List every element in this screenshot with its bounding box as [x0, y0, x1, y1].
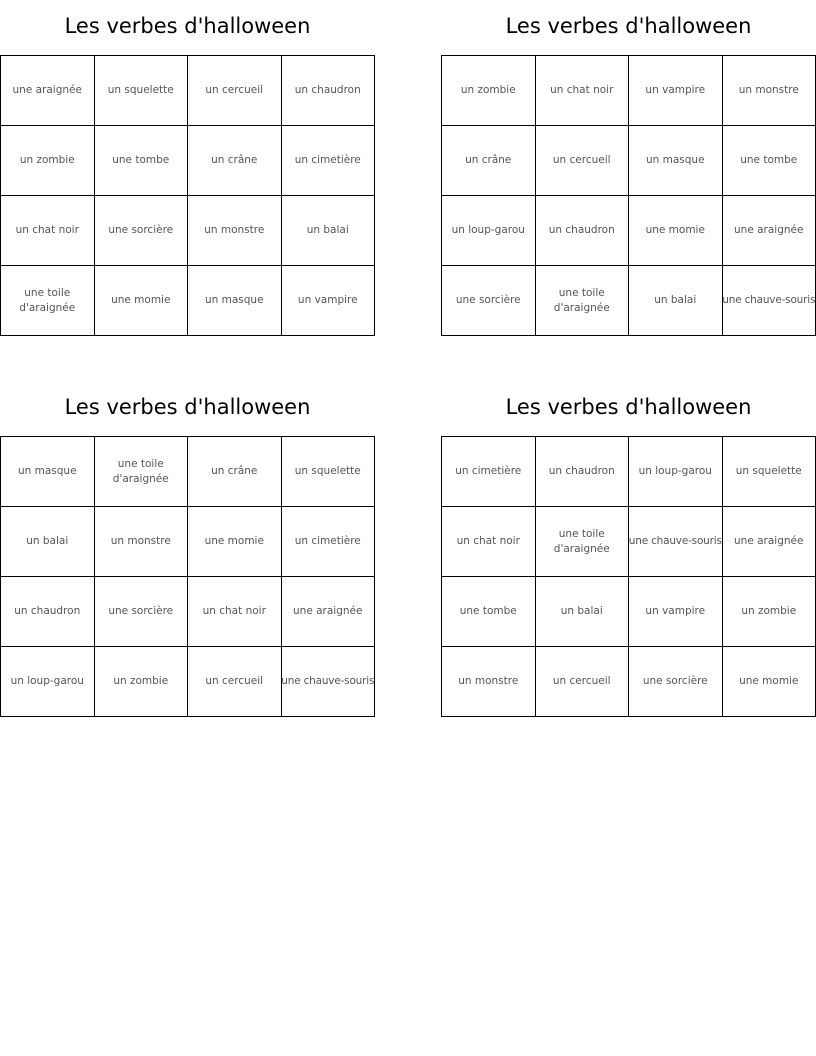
- grid-cell: un monstre: [188, 196, 282, 266]
- grid-cell: un zombie: [442, 56, 536, 126]
- grid-cell: un chaudron: [282, 56, 376, 126]
- grid-cell: une tombe: [95, 126, 189, 196]
- grid-cell: une chauve-souris: [282, 647, 376, 717]
- grid-cell: un chat noir: [536, 56, 630, 126]
- grid-cell: une sorcière: [95, 196, 189, 266]
- grid-cell: une momie: [629, 196, 723, 266]
- grid-cell: un crâne: [188, 126, 282, 196]
- grid-cell: un crâne: [442, 126, 536, 196]
- grid-cell: un loup-garou: [1, 647, 95, 717]
- grid-cell: un masque: [1, 437, 95, 507]
- grid-cell: un squelette: [95, 56, 189, 126]
- card-title: Les verbes d'halloween: [505, 395, 752, 419]
- grid-cell: une sorcière: [442, 266, 536, 336]
- card-title: Les verbes d'halloween: [64, 395, 311, 419]
- bingo-card-3: [0, 381, 375, 717]
- grid-cell: un zombie: [95, 647, 189, 717]
- card-title: Les verbes d'halloween: [505, 14, 752, 38]
- grid-cell: un crâne: [188, 437, 282, 507]
- grid-cell: un vampire: [629, 56, 723, 126]
- grid-cell: un balai: [629, 266, 723, 336]
- grid-cell: un loup-garou: [442, 196, 536, 266]
- grid-cell: un cercueil: [188, 56, 282, 126]
- grid-cell: une tombe: [723, 126, 816, 196]
- grid-cell: une araignée: [1, 56, 95, 126]
- grid-cell: un chat noir: [442, 507, 536, 577]
- bingo-grid: [441, 55, 816, 336]
- bingo-grid: [0, 436, 375, 717]
- grid-cell: un cimetière: [282, 126, 376, 196]
- grid-cell: un cimetière: [442, 437, 536, 507]
- grid-cell: une momie: [723, 647, 816, 717]
- grid-cell: un vampire: [282, 266, 376, 336]
- grid-cell: un balai: [282, 196, 376, 266]
- grid-cell: un monstre: [95, 507, 189, 577]
- bingo-card-1: [0, 0, 375, 336]
- grid-cell: un cercueil: [536, 647, 630, 717]
- grid-cell: un monstre: [442, 647, 536, 717]
- grid-cell: un squelette: [723, 437, 816, 507]
- grid-cell: un zombie: [1, 126, 95, 196]
- grid-cell: un chaudron: [1, 577, 95, 647]
- grid-cell: un cimetière: [282, 507, 376, 577]
- grid-cell: un chat noir: [1, 196, 95, 266]
- grid-cell: une toile d'araignée: [95, 437, 189, 507]
- grid-cell: un cercueil: [536, 126, 630, 196]
- card-title: Les verbes d'halloween: [64, 14, 311, 38]
- grid-cell: un chaudron: [536, 437, 630, 507]
- grid-cell: une momie: [188, 507, 282, 577]
- grid-cell: une araignée: [723, 507, 816, 577]
- grid-cell: un balai: [536, 577, 630, 647]
- bingo-grid: [441, 436, 816, 717]
- grid-cell: un loup-garou: [629, 437, 723, 507]
- grid-cell: une sorcière: [629, 647, 723, 717]
- grid-cell: un chaudron: [536, 196, 630, 266]
- grid-cell: un zombie: [723, 577, 816, 647]
- grid-cell: un monstre: [723, 56, 816, 126]
- grid-cell: une toile d'araignée: [1, 266, 95, 336]
- grid-cell: une toile d'araignée: [536, 507, 630, 577]
- grid-cell: une araignée: [723, 196, 816, 266]
- grid-cell: un chat noir: [188, 577, 282, 647]
- grid-cell: une toile d'araignée: [536, 266, 630, 336]
- grid-cell: une chauve-souris: [723, 266, 816, 336]
- grid-cell: un vampire: [629, 577, 723, 647]
- grid-cell: un masque: [188, 266, 282, 336]
- grid-cell: une momie: [95, 266, 189, 336]
- grid-cell: une tombe: [442, 577, 536, 647]
- grid-cell: un balai: [1, 507, 95, 577]
- grid-cell: une araignée: [282, 577, 376, 647]
- grid-cell: une chauve-souris: [629, 507, 723, 577]
- bingo-card-2: [441, 0, 816, 336]
- grid-cell: un cercueil: [188, 647, 282, 717]
- bingo-card-4: [441, 381, 816, 717]
- grid-cell: un squelette: [282, 437, 376, 507]
- bingo-grid: [0, 55, 375, 336]
- grid-cell: un masque: [629, 126, 723, 196]
- grid-cell: une sorcière: [95, 577, 189, 647]
